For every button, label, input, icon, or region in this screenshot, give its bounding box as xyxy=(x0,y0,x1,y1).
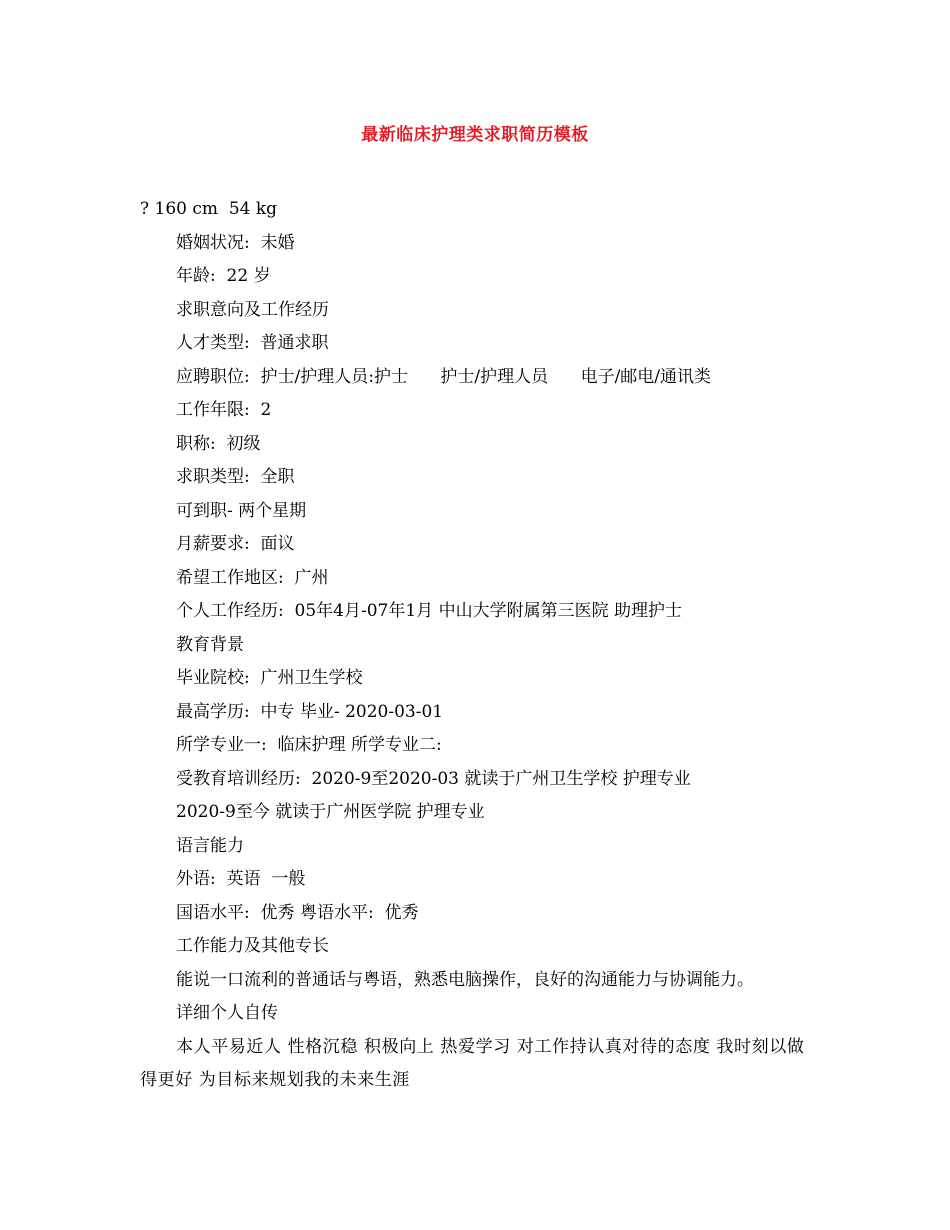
resume-line: 年龄: 22 岁 xyxy=(176,266,271,286)
document-title: 最新临床护理类求职简历模板 xyxy=(361,125,589,145)
resume-line: 求职类型: 全职 xyxy=(176,467,295,487)
resume-line: 工作年限: 2 xyxy=(176,400,272,420)
resume-line: 所学专业一: 临床护理 所学专业二: xyxy=(176,735,442,755)
resume-line: 月薪要求: 面议 xyxy=(176,534,295,554)
resume-line: 外语: 英语 一般 xyxy=(176,869,306,889)
resume-line: 详细个人自传 xyxy=(176,1003,278,1023)
self-introduction-paragraph: 本人平易近人 性格沉稳 积极向上 热爱学习 对工作持认真对待的态度 我时刻以做得更好 为目标来规划我的未来生涯 xyxy=(140,1036,805,1090)
resume-line: 应聘职位: 护士/护理人员:护士 护士/护理人员 电子/邮电/通讯类 xyxy=(176,366,712,387)
resume-line: 国语水平: 优秀 粤语水平: 优秀 xyxy=(176,902,419,923)
resume-line: 职称: 初级 xyxy=(176,433,261,454)
resume-line: 受教育培训经历: 2020-9至2020-03 就读于广州卫生学校 护理专业 xyxy=(176,768,691,789)
resume-line: ? 160 cm 54 kg xyxy=(140,199,278,219)
resume-line: 教育背景 xyxy=(176,634,244,655)
resume-body xyxy=(140,193,820,1098)
resume-line: 个人工作经历: 05年4月-07年1月 中山大学附属第三医院 助理护士 xyxy=(176,601,682,621)
resume-line: 可到职- 两个星期 xyxy=(176,500,307,521)
resume-line: 最高学历: 中专 毕业- 2020-03-01 xyxy=(176,701,444,722)
resume-line: 求职意向及工作经历 xyxy=(176,299,329,320)
resume-line: 人才类型: 普通求职 xyxy=(176,333,329,353)
resume-line: 工作能力及其他专长 xyxy=(176,936,329,956)
resume-line: 毕业院校: 广州卫生学校 xyxy=(176,668,363,688)
resume-line: 能说一口流利的普通话与粤语，熟悉电脑操作，良好的沟通能力与协调能力。 xyxy=(176,969,754,990)
resume-line: 2020-9至今 就读于广州医学院 护理专业 xyxy=(176,802,485,822)
resume-line: 希望工作地区: 广州 xyxy=(176,567,329,588)
resume-line: 婚姻状况: 未婚 xyxy=(176,232,295,253)
resume-line: 语言能力 xyxy=(176,835,244,856)
